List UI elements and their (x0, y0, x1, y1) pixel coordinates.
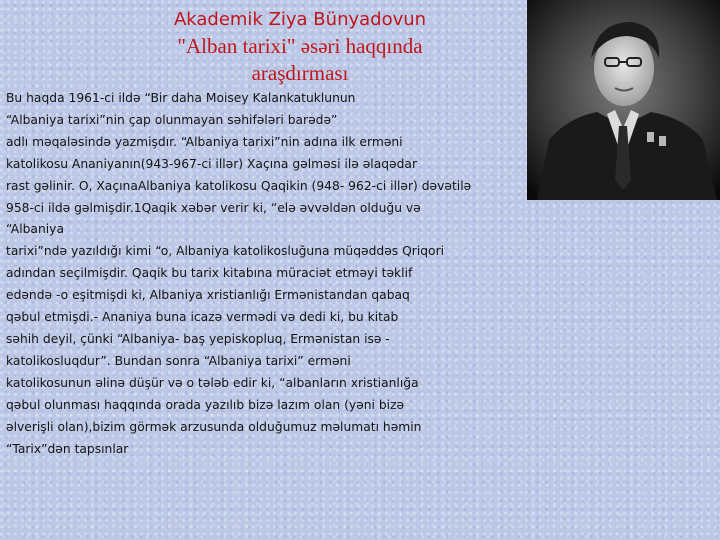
paragraph-line: adından seçilmişdir. Qaqik bu tarix kitabına müraciət etməyi təklif (6, 266, 413, 281)
paragraph-line: “Albaniya (6, 222, 64, 237)
paragraph-line: səhih deyil, çünki “Albaniya- baş yepiskopluq, Ermənistan isə - (6, 331, 390, 346)
paragraph-line: “Albaniya tarixi”nin çap olunmayan səhifələri barədə” (6, 112, 338, 127)
paragraph-line: “Tarix”dən tapsınlar (6, 441, 129, 456)
paragraph-line: tarixi”ndə yazıldığı kimi “o, Albaniya katolikosluğuna müqəddəs Qriqori (6, 244, 445, 259)
page-title (60, 6, 540, 87)
paragraph-line: Bu haqda 1961-ci ildə “Bir daha Moisey Kalankatuklunun (6, 91, 356, 105)
paragraph-line: 958-ci ildə gəlmişdir.1Qaqik xəbər verir ki, “elə əvvəldən olduğu və (6, 200, 421, 215)
paragraph-line: rast gəlinir. O, XaçınaAlbaniya katolikosu Qaqikin (948- 962-ci illər) dəvətilə (6, 178, 472, 193)
article-body (6, 88, 596, 460)
paragraph-line: adlı məqaləsində yazmişdır. “Albaniya tarixi”nin adına ilk erməni (6, 134, 403, 149)
paragraph-line: qəbul etmişdi.- Ananiya buna icazə vermədi və dedi ki, bu kitab (6, 310, 399, 325)
paragraph-line: əlverişli olan),bizim görmək arzusunda olduğumuz məlumatı həmin (6, 419, 422, 434)
paragraph-line: katolikosluqdur”. Bundan sonra “Albaniya tarixi” erməni (6, 353, 351, 368)
paragraph-line: katolikosunun əlinə düşür və o tələb edir ki, “albanların xristianlığa (6, 375, 419, 390)
title-line-2: "Alban tarixi" əsəri haqqında (177, 34, 423, 58)
paragraph-line: katolikosu Ananiyanın(943-967-ci illər) Xaçına gəlməsi ilə əlaqədar (6, 156, 418, 171)
title-line-3: araşdırması (251, 61, 349, 85)
title-line-1: Akademik Ziya Bünyadovun (173, 9, 427, 30)
paragraph-line: edəndə -o eşitmişdi ki, Albaniya xristianlığı Ermənistandan qabaq (6, 288, 410, 303)
paragraph-line: qəbul olunması haqqında orada yazılıb bizə lazım olan (yəni bizə (6, 397, 405, 412)
